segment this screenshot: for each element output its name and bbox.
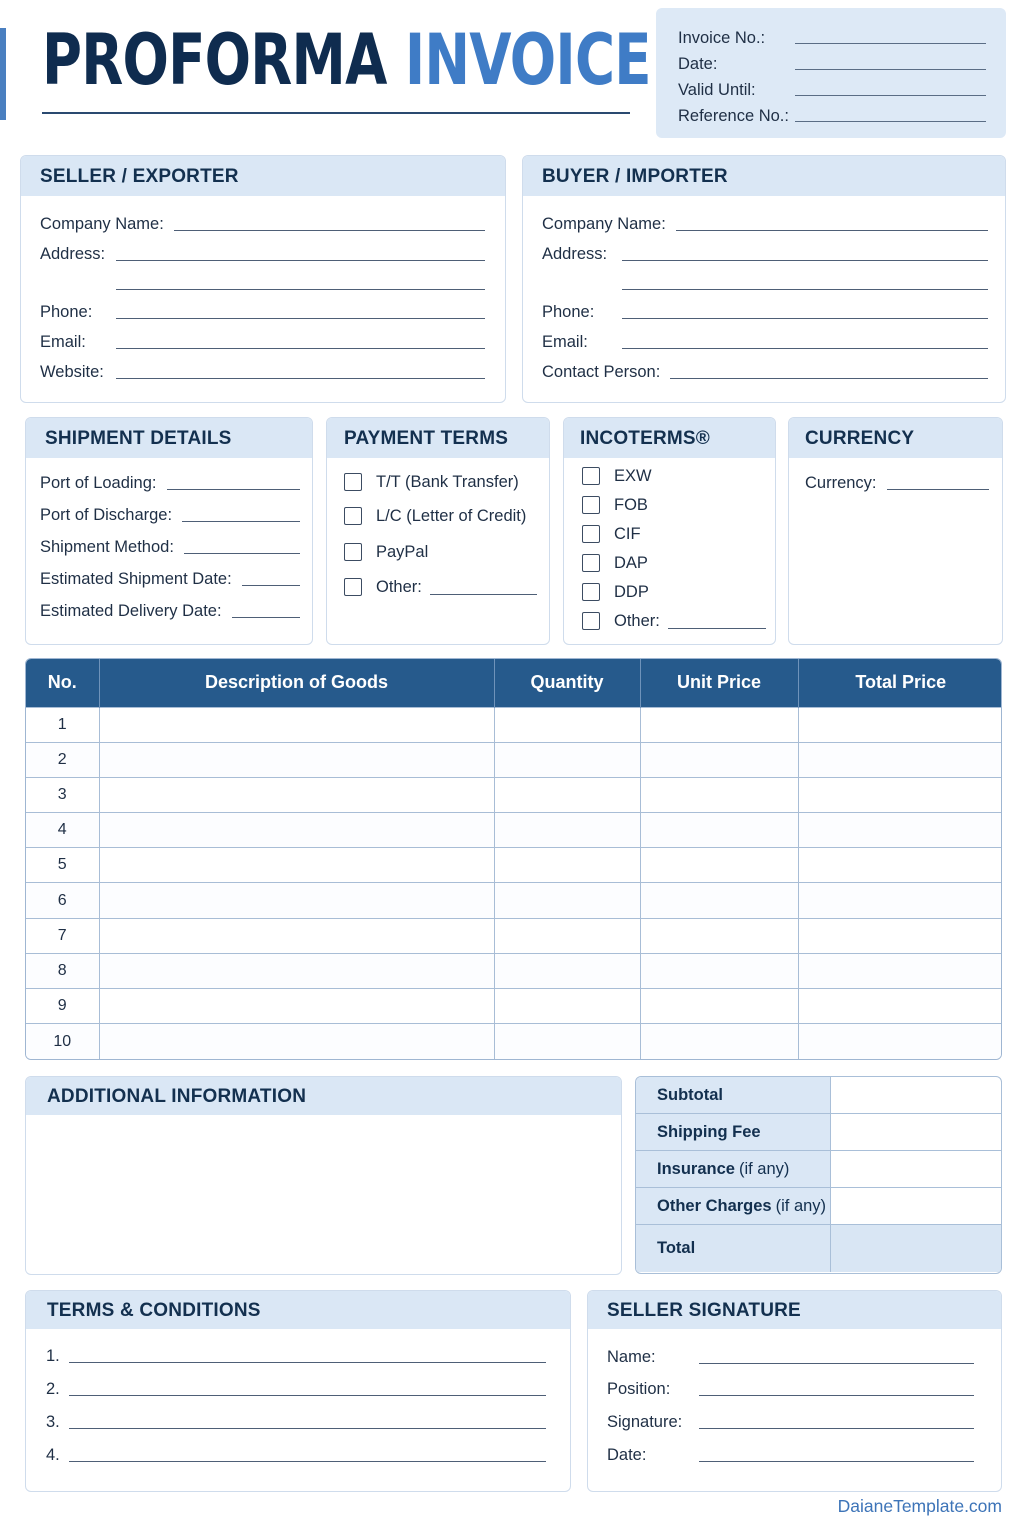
item-number-cell: 4 <box>26 813 99 848</box>
signature-panel <box>587 1290 1002 1492</box>
buyer-email-label: Email: <box>542 333 588 351</box>
checkbox-ddp[interactable] <box>582 583 600 601</box>
buyer-phone-line[interactable] <box>622 318 988 319</box>
signature-position-label: Position: <box>607 1380 671 1398</box>
checkbox-exw[interactable] <box>582 467 600 485</box>
item-total-price-cell[interactable] <box>798 777 1002 812</box>
seller-website-label: Website: <box>40 363 104 381</box>
additional-info-area[interactable] <box>26 1115 621 1274</box>
estimated-shipment-date-field[interactable] <box>40 567 300 589</box>
item-number-cell: 3 <box>26 777 99 812</box>
items-header-row <box>26 659 1002 707</box>
item-quantity-cell[interactable] <box>494 707 640 742</box>
accent-bar <box>0 28 6 120</box>
seller-website-line[interactable] <box>116 378 485 379</box>
item-quantity-cell[interactable] <box>494 883 640 918</box>
shipping-fee-row <box>636 1114 1001 1151</box>
reference-number-line[interactable] <box>795 121 986 122</box>
item-number-cell: 10 <box>26 1024 99 1059</box>
item-description-cell[interactable] <box>99 707 494 742</box>
invoice-number-field[interactable] <box>678 22 986 48</box>
checkbox-payment-other[interactable] <box>344 578 362 596</box>
incoterms-panel <box>563 417 776 645</box>
item-quantity-cell[interactable] <box>494 1024 640 1059</box>
subtotal-row <box>636 1077 1001 1114</box>
incoterm-cif[interactable] <box>582 523 641 545</box>
column-quantity: Quantity <box>494 659 640 707</box>
currency-field[interactable] <box>805 471 989 493</box>
port-of-loading-field[interactable] <box>40 471 300 493</box>
item-description-cell[interactable] <box>99 989 494 1024</box>
term-2-line[interactable] <box>69 1395 546 1396</box>
total-value[interactable] <box>831 1225 1001 1272</box>
item-description-cell[interactable] <box>99 883 494 918</box>
item-total-price-cell[interactable] <box>798 883 1002 918</box>
title-word-proforma: PROFORMA <box>42 19 387 101</box>
item-quantity-cell[interactable] <box>494 777 640 812</box>
table-row <box>26 953 1002 988</box>
item-description-cell[interactable] <box>99 848 494 883</box>
seller-address-label: Address: <box>40 245 106 263</box>
payment-other-line[interactable] <box>430 594 537 595</box>
terms-panel <box>25 1290 571 1492</box>
item-unit-price-cell[interactable] <box>640 813 798 848</box>
totals-box <box>635 1076 1002 1274</box>
term-3-line[interactable] <box>69 1428 546 1429</box>
subtotal-label: Subtotal <box>657 1085 723 1104</box>
checkbox-lc[interactable] <box>344 507 362 525</box>
items-table <box>25 658 1002 1060</box>
incoterms-heading: INCOTERMS® <box>564 418 775 458</box>
shipment-panel <box>25 417 313 645</box>
item-description-cell[interactable] <box>99 777 494 812</box>
buyer-phone-label: Phone: <box>542 303 595 321</box>
signature-signature-field[interactable] <box>607 1410 974 1432</box>
seller-company-label: Company Name: <box>40 215 164 233</box>
payment-option-paypal-label: PayPal <box>376 542 429 561</box>
reference-number-label: Reference No.: <box>678 107 789 125</box>
table-row <box>26 883 1002 918</box>
item-total-price-cell[interactable] <box>798 918 1002 953</box>
date-line[interactable] <box>795 69 986 70</box>
incoterm-other-line[interactable] <box>668 628 766 629</box>
additional-info-panel <box>25 1076 622 1275</box>
term-3-number: 3. <box>46 1413 60 1431</box>
buyer-email-line[interactable] <box>622 348 988 349</box>
table-row <box>26 742 1002 777</box>
port-of-loading-label: Port of Loading: <box>40 474 157 492</box>
buyer-contact-line[interactable] <box>670 378 988 379</box>
other-charges-row <box>636 1188 1001 1225</box>
item-quantity-cell[interactable] <box>494 848 640 883</box>
estimated-shipment-date-label: Estimated Shipment Date: <box>40 570 232 588</box>
item-number-cell: 7 <box>26 918 99 953</box>
checkbox-dap[interactable] <box>582 554 600 572</box>
seller-company-line[interactable] <box>174 230 485 231</box>
item-quantity-cell[interactable] <box>494 742 640 777</box>
item-total-price-cell[interactable] <box>798 742 1002 777</box>
other-charges-label: Other Charges <box>657 1196 772 1215</box>
signature-date-field[interactable] <box>607 1443 974 1465</box>
item-description-cell[interactable] <box>99 813 494 848</box>
term-4-field[interactable] <box>46 1443 546 1465</box>
signature-position-line[interactable] <box>699 1395 974 1396</box>
signature-signature-label: Signature: <box>607 1413 683 1431</box>
buyer-company-line[interactable] <box>676 230 988 231</box>
buyer-company-field[interactable] <box>542 212 988 234</box>
currency-panel <box>788 417 1003 645</box>
incoterm-fob-label: FOB <box>614 495 648 514</box>
payment-option-tt-label: T/T (Bank Transfer) <box>376 472 519 491</box>
checkbox-incoterm-other[interactable] <box>582 612 600 630</box>
payment-option-other-label: Other: <box>376 577 422 596</box>
payment-panel <box>326 417 550 645</box>
invoice-number-line[interactable] <box>795 43 986 44</box>
port-of-loading-line[interactable] <box>167 489 301 490</box>
term-4-number: 4. <box>46 1446 60 1464</box>
additional-info-heading: ADDITIONAL INFORMATION <box>26 1077 621 1115</box>
payment-option-other[interactable] <box>344 576 537 598</box>
incoterm-ddp[interactable] <box>582 581 649 603</box>
incoterm-other-label: Other: <box>614 611 660 630</box>
column-description: Description of Goods <box>99 659 494 707</box>
incoterm-exw[interactable] <box>582 465 652 487</box>
buyer-contact-label: Contact Person: <box>542 363 661 381</box>
item-number-cell: 5 <box>26 848 99 883</box>
item-unit-price-cell[interactable] <box>640 707 798 742</box>
seller-phone-label: Phone: <box>40 303 93 321</box>
insurance-label-cell <box>636 1151 831 1187</box>
item-total-price-cell[interactable] <box>798 707 1002 742</box>
checkbox-paypal[interactable] <box>344 543 362 561</box>
incoterm-fob[interactable] <box>582 494 648 516</box>
date-field[interactable] <box>678 48 986 74</box>
estimated-delivery-date-label: Estimated Delivery Date: <box>40 602 222 620</box>
date-label: Date: <box>678 55 718 73</box>
item-total-price-cell[interactable] <box>798 1024 1002 1059</box>
signature-heading: SELLER SIGNATURE <box>588 1291 1001 1329</box>
item-unit-price-cell[interactable] <box>640 742 798 777</box>
shipment-heading: SHIPMENT DETAILS <box>26 418 312 458</box>
item-total-price-cell[interactable] <box>798 953 1002 988</box>
insurance-label: Insurance <box>657 1159 735 1178</box>
term-1-field[interactable] <box>46 1344 546 1366</box>
total-label-cell <box>636 1225 831 1272</box>
currency-line[interactable] <box>887 489 989 490</box>
item-unit-price-cell[interactable] <box>640 953 798 988</box>
valid-until-line[interactable] <box>795 95 986 96</box>
table-row <box>26 918 1002 953</box>
term-2-number: 2. <box>46 1380 60 1398</box>
table-row <box>26 1024 1002 1059</box>
term-2-field[interactable] <box>46 1377 546 1399</box>
item-number-cell: 9 <box>26 989 99 1024</box>
other-charges-note: (if any) <box>775 1196 827 1215</box>
seller-email-field[interactable] <box>40 330 485 352</box>
currency-heading: CURRENCY <box>789 418 1002 458</box>
item-unit-price-cell[interactable] <box>640 1024 798 1059</box>
signature-name-field[interactable] <box>607 1345 974 1367</box>
item-quantity-cell[interactable] <box>494 813 640 848</box>
seller-phone-field[interactable] <box>40 300 485 322</box>
currency-label: Currency: <box>805 474 877 492</box>
signature-date-line[interactable] <box>699 1461 974 1462</box>
checkbox-tt[interactable] <box>344 473 362 491</box>
shipment-method-label: Shipment Method: <box>40 538 174 556</box>
shipment-method-field[interactable] <box>40 535 300 557</box>
payment-heading: PAYMENT TERMS <box>327 418 549 458</box>
column-unit-price: Unit Price <box>640 659 798 707</box>
seller-panel <box>20 155 506 403</box>
document-title <box>42 18 651 102</box>
reference-number-field[interactable] <box>678 100 986 126</box>
estimated-delivery-date-field[interactable] <box>40 599 300 621</box>
item-quantity-cell[interactable] <box>494 918 640 953</box>
incoterm-dap[interactable] <box>582 552 648 574</box>
seller-company-field[interactable] <box>40 212 485 234</box>
item-description-cell[interactable] <box>99 953 494 988</box>
buyer-address-field[interactable] <box>542 242 988 264</box>
buyer-phone-field[interactable] <box>542 300 988 322</box>
item-total-price-cell[interactable] <box>798 848 1002 883</box>
invoice-meta-box <box>656 8 1006 138</box>
payment-option-paypal[interactable] <box>344 541 428 563</box>
insurance-value[interactable] <box>831 1151 1001 1187</box>
term-4-line[interactable] <box>69 1461 546 1462</box>
seller-email-line[interactable] <box>116 348 485 349</box>
signature-name-line[interactable] <box>699 1363 974 1364</box>
total-label: Total <box>657 1239 696 1257</box>
buyer-address-line[interactable] <box>622 260 988 261</box>
buyer-contact-field[interactable] <box>542 360 988 382</box>
checkbox-fob[interactable] <box>582 496 600 514</box>
table-row <box>26 989 1002 1024</box>
shipping-fee-label: Shipping Fee <box>657 1122 761 1141</box>
seller-heading: SELLER / EXPORTER <box>21 156 505 196</box>
invoice-number-label: Invoice No.: <box>678 29 766 47</box>
incoterm-other[interactable] <box>582 610 766 632</box>
incoterm-ddp-label: DDP <box>614 582 649 601</box>
seller-website-field[interactable] <box>40 360 485 382</box>
total-row <box>636 1225 1001 1272</box>
title-underline <box>42 112 630 114</box>
seller-address-line[interactable] <box>116 260 485 261</box>
signature-signature-line[interactable] <box>699 1428 974 1429</box>
table-row <box>26 848 1002 883</box>
column-total-price: Total Price <box>798 659 1002 707</box>
buyer-email-field[interactable] <box>542 330 988 352</box>
shipping-fee-value[interactable] <box>831 1114 1001 1150</box>
seller-address-line-2[interactable] <box>116 289 485 290</box>
term-3-field[interactable] <box>46 1410 546 1432</box>
payment-option-lc-label: L/C (Letter of Credit) <box>376 506 527 525</box>
buyer-heading: BUYER / IMPORTER <box>523 156 1005 196</box>
item-number-cell: 1 <box>26 707 99 742</box>
item-unit-price-cell[interactable] <box>640 918 798 953</box>
subtotal-label-cell <box>636 1077 831 1113</box>
estimated-shipment-date-line[interactable] <box>242 585 300 586</box>
signature-date-label: Date: <box>607 1446 647 1464</box>
checkbox-cif[interactable] <box>582 525 600 543</box>
valid-until-label: Valid Until: <box>678 81 756 99</box>
buyer-address-label: Address: <box>542 245 608 263</box>
port-of-discharge-label: Port of Discharge: <box>40 506 173 524</box>
item-number-cell: 2 <box>26 742 99 777</box>
item-quantity-cell[interactable] <box>494 953 640 988</box>
term-1-number: 1. <box>46 1347 60 1365</box>
item-description-cell[interactable] <box>99 742 494 777</box>
insurance-row <box>636 1151 1001 1188</box>
item-number-cell: 8 <box>26 953 99 988</box>
other-charges-label-cell <box>636 1188 831 1224</box>
payment-option-tt[interactable] <box>344 471 519 493</box>
insurance-note: (if any) <box>738 1159 790 1178</box>
buyer-company-label: Company Name: <box>542 215 666 233</box>
signature-name-label: Name: <box>607 1348 656 1366</box>
subtotal-value[interactable] <box>831 1077 1001 1113</box>
estimated-delivery-date-line[interactable] <box>232 617 300 618</box>
incoterm-exw-label: EXW <box>614 466 652 485</box>
valid-until-field[interactable] <box>678 74 986 100</box>
footer-website-link[interactable]: DaianeTemplate.com <box>837 1496 1002 1516</box>
seller-address-field[interactable] <box>40 242 485 264</box>
term-1-line[interactable] <box>69 1362 546 1363</box>
item-unit-price-cell[interactable] <box>640 989 798 1024</box>
table-row <box>26 777 1002 812</box>
terms-heading: TERMS & CONDITIONS <box>26 1291 570 1329</box>
item-description-cell[interactable] <box>99 918 494 953</box>
other-charges-value[interactable] <box>831 1188 1001 1224</box>
shipping-fee-label-cell <box>636 1114 831 1150</box>
item-description-cell[interactable] <box>99 1024 494 1059</box>
signature-position-field[interactable] <box>607 1377 974 1399</box>
item-unit-price-cell[interactable] <box>640 883 798 918</box>
item-total-price-cell[interactable] <box>798 989 1002 1024</box>
payment-option-lc[interactable] <box>344 505 526 527</box>
incoterm-cif-label: CIF <box>614 524 641 543</box>
item-number-cell: 6 <box>26 883 99 918</box>
shipment-method-line[interactable] <box>184 553 300 554</box>
item-quantity-cell[interactable] <box>494 989 640 1024</box>
port-of-discharge-field[interactable] <box>40 503 300 525</box>
title-word-invoice: INVOICE <box>404 19 651 101</box>
table-row <box>26 813 1002 848</box>
item-unit-price-cell[interactable] <box>640 777 798 812</box>
buyer-panel <box>522 155 1006 403</box>
table-row <box>26 707 1002 742</box>
seller-phone-line[interactable] <box>116 318 485 319</box>
item-total-price-cell[interactable] <box>798 813 1002 848</box>
port-of-discharge-line[interactable] <box>182 521 300 522</box>
seller-email-label: Email: <box>40 333 86 351</box>
column-no: No. <box>26 659 99 707</box>
incoterm-dap-label: DAP <box>614 553 648 572</box>
item-unit-price-cell[interactable] <box>640 848 798 883</box>
buyer-address-line-2[interactable] <box>622 289 988 290</box>
